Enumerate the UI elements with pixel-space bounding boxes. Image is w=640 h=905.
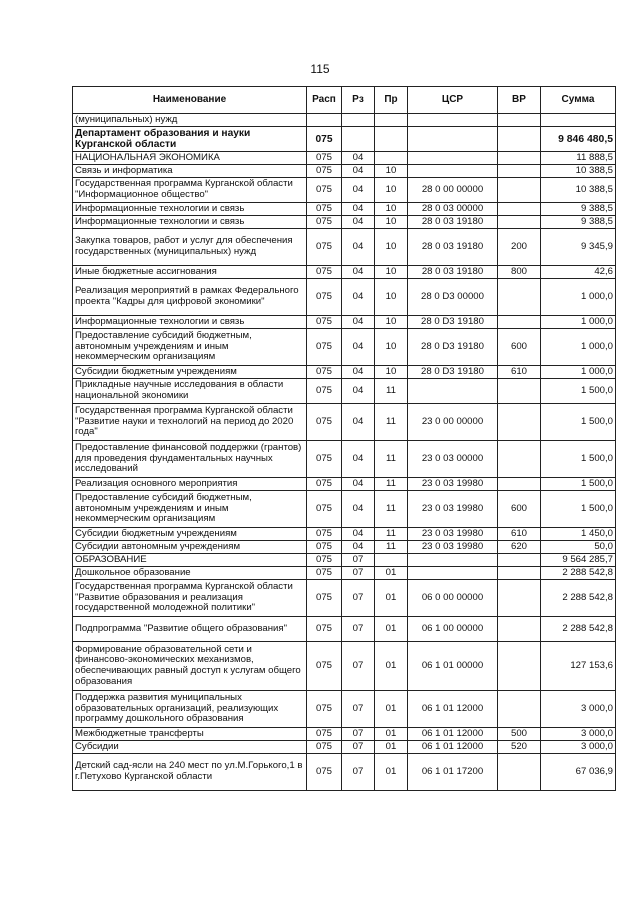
cell-vr (498, 754, 541, 791)
cell-rasp: 075 (307, 691, 342, 728)
table-row (73, 114, 616, 127)
cell-pr: 10 (375, 316, 408, 329)
cell-vr (498, 404, 541, 441)
cell-sum: 50,0 (541, 541, 616, 554)
cell-rz: 07 (342, 554, 375, 567)
cell-name: Субсидии бюджетным учреждениям (73, 366, 307, 379)
cell-rz: 04 (342, 203, 375, 216)
cell-rz: 07 (342, 567, 375, 580)
cell-csr (408, 127, 498, 152)
cell-csr: 28 0 D3 19180 (408, 316, 498, 329)
cell-name: Предоставление субсидий бюджетным, автономным учреждениям и иным некоммерческим организациям (73, 491, 307, 528)
cell-rz: 04 (342, 379, 375, 404)
cell-pr: 11 (375, 541, 408, 554)
cell-csr: 28 0 03 00000 (408, 203, 498, 216)
cell-pr: 11 (375, 441, 408, 478)
table-header (73, 87, 616, 114)
cell-sum: 9 564 285,7 (541, 554, 616, 567)
cell-sum: 1 000,0 (541, 316, 616, 329)
cell-vr (498, 165, 541, 178)
cell-rasp: 075 (307, 152, 342, 165)
header-csr: ЦСР (408, 87, 498, 114)
cell-pr: 10 (375, 216, 408, 229)
table-row (73, 279, 616, 316)
cell-name: Субсидии бюджетным учреждениям (73, 528, 307, 541)
cell-rz: 04 (342, 329, 375, 366)
cell-name: Государственная программа Курганской области "Информационное общество" (73, 178, 307, 203)
cell-sum: 1 500,0 (541, 478, 616, 491)
cell-csr: 28 0 D3 00000 (408, 279, 498, 316)
cell-vr (498, 178, 541, 203)
cell-csr: 06 0 00 00000 (408, 580, 498, 617)
cell-name: Подпрограмма "Развитие общего образования" (73, 617, 307, 642)
table-row (73, 491, 616, 528)
cell-name: Субсидии (73, 741, 307, 754)
cell-rasp: 075 (307, 580, 342, 617)
table-row (73, 329, 616, 366)
cell-csr (408, 554, 498, 567)
table-row (73, 541, 616, 554)
cell-pr (375, 152, 408, 165)
cell-rasp: 075 (307, 266, 342, 279)
cell-rasp: 075 (307, 279, 342, 316)
cell-sum: 2 288 542,8 (541, 567, 616, 580)
cell-vr: 600 (498, 491, 541, 528)
cell-rasp: 075 (307, 491, 342, 528)
cell-rz: 04 (342, 528, 375, 541)
cell-pr: 10 (375, 279, 408, 316)
cell-vr (498, 216, 541, 229)
header-pr: Пр (375, 87, 408, 114)
cell-pr: 11 (375, 478, 408, 491)
cell-rz (342, 127, 375, 152)
cell-sum: 3 000,0 (541, 728, 616, 741)
cell-pr: 01 (375, 754, 408, 791)
table-row (73, 366, 616, 379)
cell-rasp: 075 (307, 754, 342, 791)
cell-pr: 01 (375, 567, 408, 580)
cell-pr: 11 (375, 404, 408, 441)
table-row (73, 741, 616, 754)
cell-rasp: 075 (307, 404, 342, 441)
cell-sum: 10 388,5 (541, 178, 616, 203)
cell-rz: 04 (342, 229, 375, 266)
cell-rz: 04 (342, 152, 375, 165)
header-name: Наименование (73, 87, 307, 114)
cell-sum: 67 036,9 (541, 754, 616, 791)
cell-name: Формирование образовательной сети и финансово-экономических механизмов, обеспечивающих равный доступ к услугам общего образования (73, 642, 307, 691)
cell-pr: 11 (375, 528, 408, 541)
cell-pr (375, 127, 408, 152)
cell-rz: 07 (342, 642, 375, 691)
cell-sum: 9 846 480,5 (541, 127, 616, 152)
cell-sum: 1 000,0 (541, 329, 616, 366)
cell-vr (498, 127, 541, 152)
cell-vr (498, 567, 541, 580)
table-row (73, 528, 616, 541)
cell-vr (498, 691, 541, 728)
header-vr: ВР (498, 87, 541, 114)
cell-name: НАЦИОНАЛЬНАЯ ЭКОНОМИКА (73, 152, 307, 165)
cell-rasp: 075 (307, 554, 342, 567)
cell-pr: 10 (375, 165, 408, 178)
cell-rz: 04 (342, 366, 375, 379)
cell-name: Иные бюджетные ассигнования (73, 266, 307, 279)
cell-vr (498, 316, 541, 329)
cell-vr: 620 (498, 541, 541, 554)
cell-name: Прикладные научные исследования в области национальной экономики (73, 379, 307, 404)
cell-sum: 9 388,5 (541, 216, 616, 229)
cell-rz: 04 (342, 279, 375, 316)
header-rz: Рз (342, 87, 375, 114)
table-body (73, 114, 616, 791)
cell-sum: 11 888,5 (541, 152, 616, 165)
cell-pr: 01 (375, 642, 408, 691)
cell-rz: 04 (342, 266, 375, 279)
cell-rz: 04 (342, 404, 375, 441)
cell-pr: 01 (375, 741, 408, 754)
cell-name: Закупка товаров, работ и услуг для обеспечения государственных (муниципальных) нужд (73, 229, 307, 266)
table-row (73, 478, 616, 491)
cell-vr: 500 (498, 728, 541, 741)
cell-sum: 10 388,5 (541, 165, 616, 178)
cell-rz: 04 (342, 491, 375, 528)
table-row (73, 127, 616, 152)
cell-pr: 11 (375, 491, 408, 528)
cell-sum (541, 114, 616, 127)
cell-sum: 1 500,0 (541, 441, 616, 478)
table-row (73, 379, 616, 404)
cell-pr (375, 114, 408, 127)
table-row (73, 316, 616, 329)
cell-csr: 06 1 01 12000 (408, 691, 498, 728)
cell-pr: 01 (375, 691, 408, 728)
cell-vr: 800 (498, 266, 541, 279)
cell-csr: 28 0 D3 19180 (408, 366, 498, 379)
cell-rz: 04 (342, 178, 375, 203)
cell-vr (498, 554, 541, 567)
cell-name: Субсидии автономным учреждениям (73, 541, 307, 554)
cell-sum: 9 388,5 (541, 203, 616, 216)
cell-name: (муниципальных) нужд (73, 114, 307, 127)
cell-rasp: 075 (307, 728, 342, 741)
cell-name: Дошкольное образование (73, 567, 307, 580)
table-row (73, 404, 616, 441)
cell-pr: 11 (375, 379, 408, 404)
cell-name: Департамент образования и науки Курганской области (73, 127, 307, 152)
cell-sum: 1 450,0 (541, 528, 616, 541)
cell-csr: 23 0 03 19980 (408, 541, 498, 554)
cell-rasp: 075 (307, 316, 342, 329)
table-row (73, 178, 616, 203)
table-row (73, 754, 616, 791)
cell-rz: 04 (342, 441, 375, 478)
cell-vr: 200 (498, 229, 541, 266)
cell-name: Предоставление финансовой поддержки (грантов) для проведения фундаментальных научных исследований (73, 441, 307, 478)
cell-sum: 1 000,0 (541, 366, 616, 379)
cell-csr (408, 567, 498, 580)
cell-rasp: 075 (307, 478, 342, 491)
cell-pr: 10 (375, 366, 408, 379)
cell-csr: 28 0 D3 19180 (408, 329, 498, 366)
cell-rasp: 075 (307, 528, 342, 541)
cell-rasp: 075 (307, 329, 342, 366)
cell-sum: 9 345,9 (541, 229, 616, 266)
header-sum: Сумма (541, 87, 616, 114)
cell-csr: 23 0 03 19980 (408, 491, 498, 528)
cell-csr: 23 0 00 00000 (408, 404, 498, 441)
table-row (73, 229, 616, 266)
cell-name: Информационные технологии и связь (73, 316, 307, 329)
cell-vr (498, 580, 541, 617)
cell-vr (498, 203, 541, 216)
table-row (73, 642, 616, 691)
cell-sum: 1 500,0 (541, 404, 616, 441)
cell-pr: 01 (375, 580, 408, 617)
cell-pr: 10 (375, 178, 408, 203)
cell-rasp: 075 (307, 441, 342, 478)
page-number: 115 (310, 62, 330, 76)
cell-rz: 07 (342, 580, 375, 617)
cell-rz: 04 (342, 216, 375, 229)
cell-pr: 10 (375, 329, 408, 366)
cell-vr: 610 (498, 528, 541, 541)
cell-sum: 3 000,0 (541, 741, 616, 754)
cell-rasp: 075 (307, 216, 342, 229)
cell-rasp: 075 (307, 203, 342, 216)
table-row (73, 266, 616, 279)
cell-sum: 1 000,0 (541, 279, 616, 316)
cell-sum: 2 288 542,8 (541, 580, 616, 617)
cell-vr: 600 (498, 329, 541, 366)
cell-pr: 01 (375, 728, 408, 741)
cell-name: Межбюджетные трансферты (73, 728, 307, 741)
cell-rz: 04 (342, 165, 375, 178)
cell-vr (498, 379, 541, 404)
cell-vr (498, 642, 541, 691)
table-row (73, 554, 616, 567)
cell-rasp: 075 (307, 127, 342, 152)
cell-pr: 01 (375, 617, 408, 642)
cell-rasp: 075 (307, 741, 342, 754)
table-row (73, 216, 616, 229)
table-row (73, 152, 616, 165)
cell-rasp: 075 (307, 617, 342, 642)
cell-csr (408, 114, 498, 127)
cell-csr (408, 379, 498, 404)
cell-vr (498, 478, 541, 491)
cell-name: Государственная программа Курганской области "Развитие науки и технологий на период до 2020 года" (73, 404, 307, 441)
cell-rz: 07 (342, 741, 375, 754)
table-row (73, 617, 616, 642)
cell-rasp: 075 (307, 165, 342, 178)
cell-rasp: 075 (307, 642, 342, 691)
cell-name: Реализация основного мероприятия (73, 478, 307, 491)
cell-vr (498, 114, 541, 127)
cell-csr: 23 0 03 19980 (408, 528, 498, 541)
cell-rz: 07 (342, 617, 375, 642)
cell-vr: 520 (498, 741, 541, 754)
cell-name: Предоставление субсидий бюджетным, автономным учреждениям и иным некоммерческим организациям (73, 329, 307, 366)
cell-rasp: 075 (307, 178, 342, 203)
cell-vr (498, 617, 541, 642)
cell-csr: 06 1 01 00000 (408, 642, 498, 691)
cell-pr: 10 (375, 203, 408, 216)
cell-name: Государственная программа Курганской области "Развитие образования и реализация государственной молодежной политики" (73, 580, 307, 617)
cell-vr (498, 441, 541, 478)
table-row (73, 580, 616, 617)
cell-rasp: 075 (307, 541, 342, 554)
cell-name: Реализация мероприятий в рамках Федерального проекта "Кадры для цифровой экономики" (73, 279, 307, 316)
cell-rasp: 075 (307, 567, 342, 580)
table-row (73, 441, 616, 478)
cell-csr: 28 0 00 00000 (408, 178, 498, 203)
cell-csr: 23 0 03 19980 (408, 478, 498, 491)
cell-pr: 10 (375, 266, 408, 279)
cell-csr: 06 1 00 00000 (408, 617, 498, 642)
cell-pr: 10 (375, 229, 408, 266)
table-row (73, 203, 616, 216)
cell-csr: 28 0 03 19180 (408, 229, 498, 266)
cell-sum: 42,6 (541, 266, 616, 279)
cell-rz: 07 (342, 754, 375, 791)
cell-csr: 06 1 01 12000 (408, 741, 498, 754)
cell-csr: 23 0 03 00000 (408, 441, 498, 478)
cell-rz: 07 (342, 691, 375, 728)
cell-rasp: 075 (307, 379, 342, 404)
cell-rz: 07 (342, 728, 375, 741)
cell-rz: 04 (342, 478, 375, 491)
cell-name: Информационные технологии и связь (73, 203, 307, 216)
cell-rz: 04 (342, 316, 375, 329)
cell-vr: 610 (498, 366, 541, 379)
cell-sum: 2 288 542,8 (541, 617, 616, 642)
table-row (73, 728, 616, 741)
cell-name: Информационные технологии и связь (73, 216, 307, 229)
cell-csr: 28 0 03 19180 (408, 266, 498, 279)
cell-csr (408, 165, 498, 178)
cell-sum: 1 500,0 (541, 379, 616, 404)
cell-sum: 3 000,0 (541, 691, 616, 728)
cell-rz: 04 (342, 541, 375, 554)
cell-csr: 06 1 01 12000 (408, 728, 498, 741)
cell-rz (342, 114, 375, 127)
table-row (73, 165, 616, 178)
cell-name: Связь и информатика (73, 165, 307, 178)
cell-rasp: 075 (307, 366, 342, 379)
cell-sum: 1 500,0 (541, 491, 616, 528)
cell-name: Детский сад-ясли на 240 мест по ул.М.Горького,1 в г.Петухово Курганской области (73, 754, 307, 791)
cell-rasp (307, 114, 342, 127)
cell-rasp: 075 (307, 229, 342, 266)
cell-name: Поддержка развития муниципальных образовательных организаций, реализующих программу дошкольного образования (73, 691, 307, 728)
cell-vr (498, 279, 541, 316)
cell-csr (408, 152, 498, 165)
cell-name: ОБРАЗОВАНИЕ (73, 554, 307, 567)
table-row (73, 691, 616, 728)
cell-csr: 06 1 01 17200 (408, 754, 498, 791)
header-rasp: Расп (307, 87, 342, 114)
cell-sum: 127 153,6 (541, 642, 616, 691)
cell-pr (375, 554, 408, 567)
budget-table (72, 86, 616, 791)
table-row (73, 567, 616, 580)
cell-vr (498, 152, 541, 165)
cell-csr: 28 0 03 19180 (408, 216, 498, 229)
